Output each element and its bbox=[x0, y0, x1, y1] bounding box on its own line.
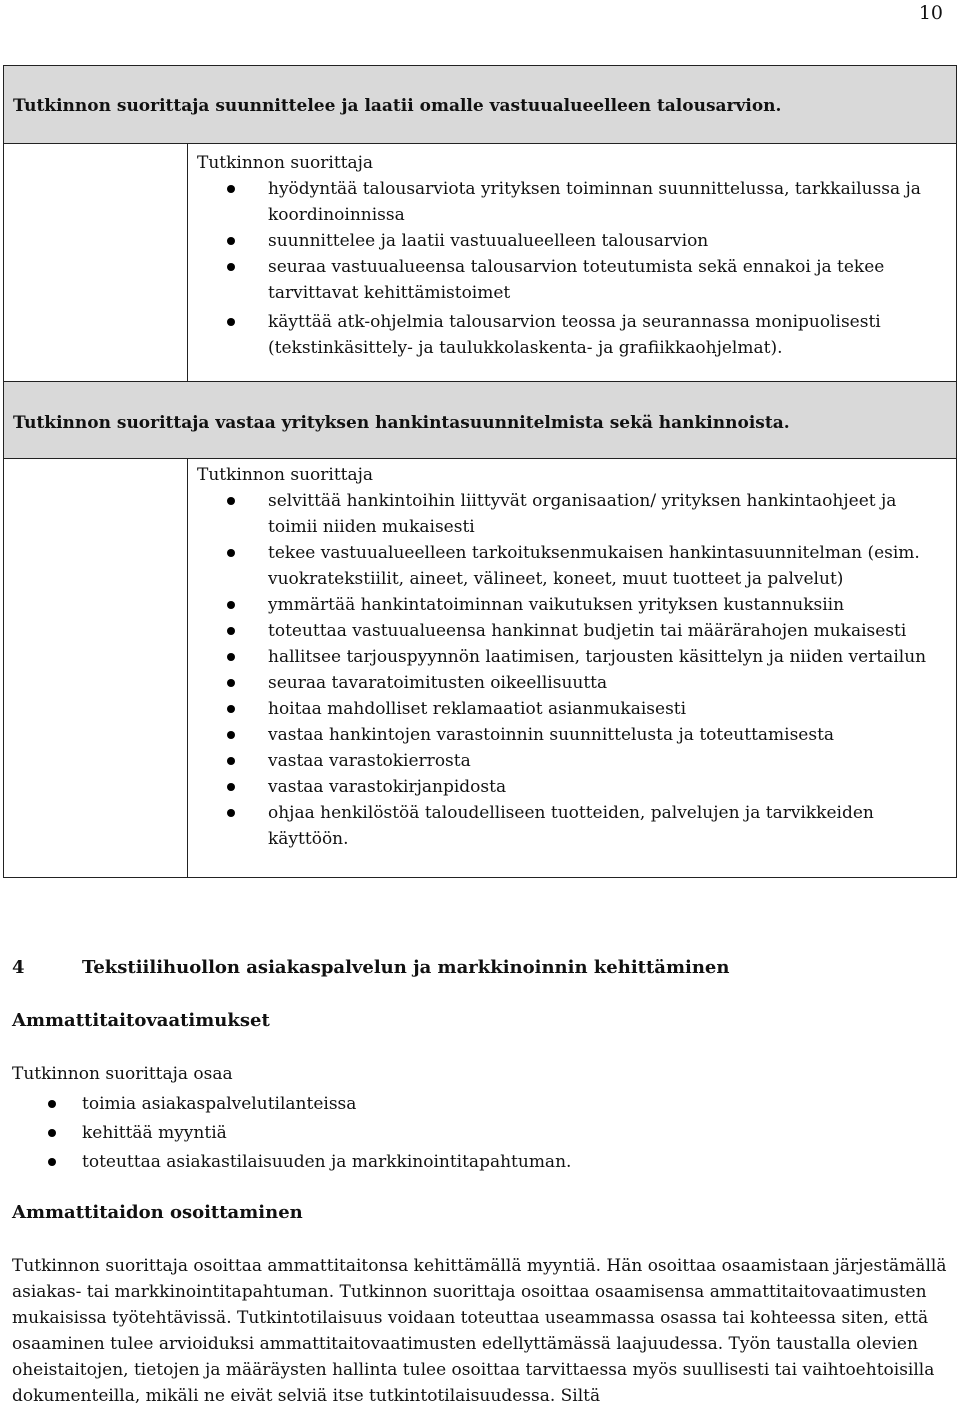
criteria-lead: Tutkinnon suorittaja bbox=[197, 153, 374, 173]
list-item: käyttää atk-ohjelmia talousarvion teossa ja seurannassa monipuolisesti (tekstinkäsittely- ja taulukkolaskenta- ja grafiikkaohjelmat). bbox=[197, 309, 956, 361]
bullet-icon bbox=[227, 549, 235, 557]
bullet-icon bbox=[227, 497, 235, 505]
list-item: seuraa vastuualueensa talousarvion toteutumista sekä ennakoi ja tekee tarvittavat kehittämistoimet bbox=[197, 254, 956, 306]
list-item: kehittää myyntiä bbox=[12, 1119, 571, 1148]
criteria-table bbox=[3, 65, 957, 878]
bullet-icon bbox=[227, 627, 235, 635]
criteria-heading-budget: Tutkinnon suorittaja suunnittelee ja laatii omalle vastuualueelleen talousarvion. bbox=[4, 66, 956, 144]
list-item: vastaa varastokierrosta bbox=[197, 748, 956, 774]
bullet-icon bbox=[48, 1100, 56, 1108]
bullet-icon bbox=[227, 601, 235, 609]
requirements-list bbox=[12, 1090, 571, 1177]
list-item: vastaa varastokirjanpidosta bbox=[197, 774, 956, 800]
list-item: hyödyntää talousarviota yrityksen toiminnan suunnittelussa, tarkkailussa ja koordinoinnissa bbox=[197, 176, 956, 228]
requirements-heading: Ammattitaitovaatimukset bbox=[12, 1010, 270, 1031]
list-item: hallitsee tarjouspyynnön laatimisen, tarjousten käsittelyn ja niiden vertailun bbox=[197, 644, 956, 670]
bullet-icon bbox=[48, 1158, 56, 1166]
bullet-icon bbox=[227, 263, 235, 271]
list-item: suunnittelee ja laatii vastuualueelleen talousarvion bbox=[197, 228, 956, 254]
bullet-icon bbox=[227, 809, 235, 817]
list-item: toteuttaa asiakastilaisuuden ja markkinointitapahtuman. bbox=[12, 1148, 571, 1177]
bullet-icon bbox=[227, 185, 235, 193]
bullet-icon bbox=[227, 731, 235, 739]
section-number: 4 bbox=[12, 957, 25, 978]
criteria-lead: Tutkinnon suorittaja bbox=[197, 465, 374, 485]
list-item: ohjaa henkilöstöä taloudelliseen tuotteiden, palvelujen ja tarvikkeiden käyttöön. bbox=[197, 800, 956, 852]
page-number: 10 bbox=[918, 2, 943, 24]
list-item: vastaa hankintojen varastoinnin suunnittelusta ja toteuttamisesta bbox=[197, 722, 956, 748]
criteria-cell bbox=[4, 459, 956, 852]
list-item: toteuttaa vastuualueensa hankinnat budjetin tai määrärahojen mukaisesti bbox=[197, 618, 956, 644]
criteria-list bbox=[197, 176, 956, 361]
list-item: tekee vastuualueelleen tarkoituksenmukaisen hankintasuunnitelman (esim. vuokratekstiilit, aineet, välineet, koneet, muut tuotteet ja palvelut) bbox=[197, 540, 956, 592]
list-item: ymmärtää hankintatoiminnan vaikutuksen yrityksen kustannuksiin bbox=[197, 592, 956, 618]
criteria-row-budget bbox=[4, 144, 956, 381]
requirements-lead: Tutkinnon suorittaja osaa bbox=[12, 1064, 233, 1084]
bullet-icon bbox=[48, 1129, 56, 1137]
bullet-icon bbox=[227, 783, 235, 791]
section-heading bbox=[12, 957, 729, 978]
section-title: Tekstiilihuollon asiakaspalvelun ja markkinoinnin kehittäminen bbox=[82, 957, 730, 978]
bullet-icon bbox=[227, 653, 235, 661]
demonstration-paragraph: Tutkinnon suorittaja osoittaa ammattitaitonsa kehittämällä myyntiä. Hän osoittaa osaamistaan järjestämällä asiakas- tai markkinointitapahtuman. Tutkinnon suorittaja osoittaa osaamisensa ammattitaitovaatimusten mukaisissa työtehtävissä. Tutkintotilaisuus voidaan toteuttaa useammassa osassa tai kohteessa siten, että osaaminen tulee arvioiduksi ammattitaitovaatimusten edellyttämässä laajuudessa. Työn taustalla olevien oheistaitojen, tietojen ja määräysten hallinta tulee osoittaa tarvittaessa myös suullisesti tai vaihtoehtoisilla dokumenteilla, mikäli ne eivät selviä itse tutkintotilaisuudessa. Siltä bbox=[12, 1256, 947, 1406]
criteria-heading-procurement: Tutkinnon suorittaja vastaa yrityksen hankintasuunnitelmista sekä hankinnoista. bbox=[4, 381, 956, 459]
list-item: toimia asiakaspalvelutilanteissa bbox=[12, 1090, 571, 1119]
list-item: selvittää hankintoihin liittyvät organisaation/ yrityksen hankintaohjeet ja toimii niiden mukaisesti bbox=[197, 488, 956, 540]
bullet-icon bbox=[227, 705, 235, 713]
list-item: seuraa tavaratoimitusten oikeellisuutta bbox=[197, 670, 956, 696]
bullet-icon bbox=[227, 679, 235, 687]
criteria-list bbox=[197, 488, 956, 852]
bullet-icon bbox=[227, 318, 235, 326]
bullet-icon bbox=[227, 757, 235, 765]
list-item: hoitaa mahdolliset reklamaatiot asianmukaisesti bbox=[197, 696, 956, 722]
criteria-row-procurement bbox=[4, 459, 956, 877]
demonstration-heading: Ammattitaidon osoittaminen bbox=[12, 1202, 303, 1223]
criteria-cell bbox=[4, 144, 956, 361]
bullet-icon bbox=[227, 237, 235, 245]
